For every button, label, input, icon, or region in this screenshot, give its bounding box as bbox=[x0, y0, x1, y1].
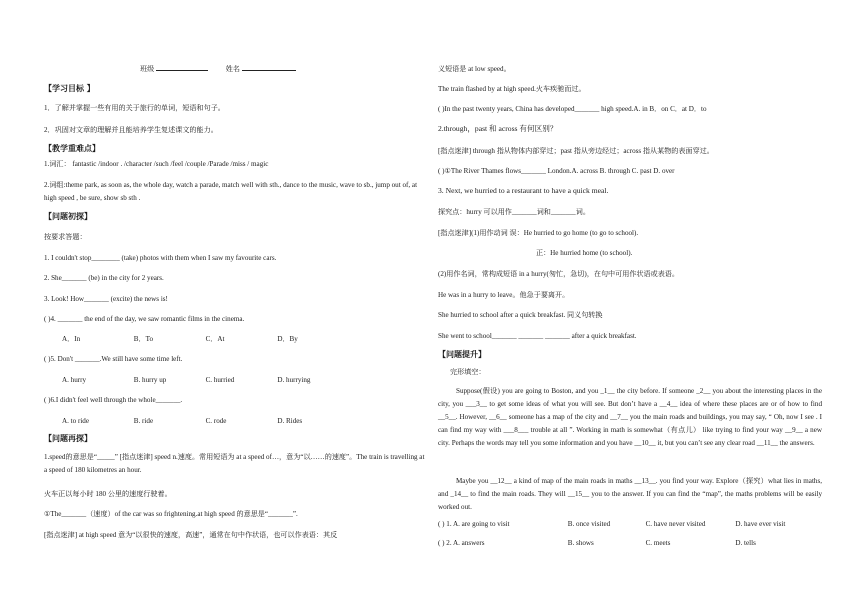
q5-option-b: B. hurry up bbox=[133, 376, 167, 384]
q4-option-a: A．In bbox=[62, 335, 81, 343]
name-blank bbox=[242, 62, 296, 71]
cloze-q2-option-d: D. tells bbox=[735, 539, 756, 547]
low-speed-note: 义短语是 at low speed。 bbox=[438, 65, 511, 73]
cloze-passage-1: Suppose(假设) you are going to Boston, and you _1__ the city before. If someone _2__ you about the interesting places in the city, you ___3__ to get some ideas of what you will see. But don’t have a __4__ idea of where these places are or of how to find __5__. However, __6__ someone has a map of the city and __7__ you the main roads and buildings, you may say, “ Oh, now I see . I can find my way with ___8___ trouble at all ”. Working in math is somewhat（有点儿） like trying to find your way __9__ a new city. Perhaps the words may tell you some information and you have __10__ it, but you can’t see any clear road __11__ the answers. bbox=[438, 387, 822, 447]
cloze-question-2 bbox=[438, 538, 756, 548]
q5-option-c: C. hurried bbox=[205, 376, 235, 384]
key-vocabulary: 1.词汇： fantastic /indoor . /character /such /feel /couple /Parade /miss / magic bbox=[44, 160, 269, 168]
speed-question: ①The_______（速度）of the car was so frightening.at high speed 的意思是“_______”. bbox=[44, 510, 298, 518]
student-info-line bbox=[140, 62, 296, 74]
q5-option-a: A. hurry bbox=[62, 376, 87, 384]
q6-option-c: C. rode bbox=[205, 417, 227, 425]
train-example: The train flashed by at high speed.火车疾驰而过。 bbox=[438, 85, 586, 93]
synonym-prompt: She hurried to school after a quick breakfast. 同义句转换 bbox=[438, 311, 603, 319]
question-4: ( )4. _______ the end of the day, we saw romantic films in the cinema. bbox=[44, 315, 245, 323]
goal-1: 1．了解并掌握一些有用的关于旅行的单词，短语和句子。 bbox=[44, 104, 225, 112]
q4-option-d: D．By bbox=[277, 335, 298, 343]
cloze-q1-option-b: B. once visited bbox=[567, 520, 611, 528]
q6-option-b: B. ride bbox=[133, 417, 154, 425]
question-3: 3. Look! How_______ (excite) the news is! bbox=[44, 295, 168, 303]
question-6: ( )6.I didn't feel well through the whole_______. bbox=[44, 396, 183, 404]
q4-option-c: C．At bbox=[205, 335, 225, 343]
key-points-heading: 【教学重难点】 bbox=[44, 144, 100, 153]
cloze-question-1 bbox=[438, 519, 785, 529]
cloze-label: 完形填空： bbox=[450, 368, 486, 376]
cloze-q1-option-a: ( ) 1. A. are going to visit bbox=[438, 520, 510, 528]
question-4-options bbox=[62, 334, 298, 344]
cloze-q2-option-b: B. shows bbox=[567, 539, 594, 547]
synonym-question: She went to school_______ _______ _______ after a quick breakfast. bbox=[438, 332, 637, 340]
cloze-q2-option-a: ( ) 2. A. answers bbox=[438, 539, 485, 547]
cloze-q1-option-d: D. have ever visit bbox=[735, 520, 786, 528]
class-label: 班级 bbox=[140, 65, 155, 73]
through-past-across-question: 2.through，past 和 across 有何区别？ bbox=[438, 124, 558, 133]
second-explore-heading: 【问题再探】 bbox=[44, 434, 92, 443]
q6-option-d: D. Rides bbox=[277, 417, 303, 425]
first-explore-heading: 【问题初探】 bbox=[44, 212, 92, 221]
speed-choice-question: ( )In the past twenty years, China has developed_______ high speed.A. in B．on C．at D．to bbox=[438, 105, 707, 113]
question-5: ( )5. Don't _______.We still have some time left. bbox=[44, 355, 183, 363]
cloze-q2-option-c: C. meets bbox=[645, 539, 671, 547]
cloze-passage-2: Maybe you __12__ a kind of map of the main roads in maths __13__. you find your way. Explore（探究）what lies in maths, and _14__ to find the main roads. They will __15__ you to the answer. If you can find the “map”, the maths problems will be easily worked out. bbox=[438, 477, 822, 511]
question-6-options bbox=[62, 416, 302, 426]
q4-option-b: B．To bbox=[133, 335, 153, 343]
raise-heading: 【问题提升】 bbox=[438, 350, 486, 359]
hurry-explore: 探究点：hurry 可以用作_______词和_______词。 bbox=[438, 208, 590, 216]
question-2: 2. She_______ (be) in the city for 2 years. bbox=[44, 274, 164, 282]
q6-option-a: A. to ride bbox=[62, 417, 89, 425]
speed-tip: [指点迷津] at high speed 意为“以很快的速度，高速”，通常在句中作状语，也可以作表语：其反 bbox=[44, 531, 338, 539]
thames-question: ( )①The River Thames flows_______ London.A. across B. through C. past D. over bbox=[438, 167, 675, 175]
through-tip: [指点迷津] through 指从物体内部穿过；past 指从旁边经过；across 指从某物的表面穿过。 bbox=[438, 147, 714, 155]
q5-option-d: D. hurrying bbox=[277, 376, 311, 384]
hurry-tip-verb: [指点迷津](1)用作动词 误：He hurried to go home (to go to school). bbox=[438, 229, 639, 237]
key-phrases: 2.词组:theme park, as soon as, the whole day, watch a parade, match well with sth., dance to the music, wave to sb., jump out of, at high speed , be sure, show sb sth . bbox=[44, 181, 418, 202]
first-explore-intro: 按要求答题： bbox=[44, 233, 87, 241]
hurry-noun-note: (2)用作名词，常构成短语 in a hurry(匆忙，急切)，在句中可用作状语或表语。 bbox=[438, 270, 679, 278]
question-5-options bbox=[62, 375, 310, 385]
hurry-correct: 正：He hurried home (to school). bbox=[536, 249, 633, 257]
speed-explanation: 1.speed的意思是“_____” [指点迷津] speed n.速度。常用短语为 at a speed of…，意为“以……的速度”。The train is travelling at a speed of 180 kilometres an hour. bbox=[44, 453, 425, 474]
question-1: 1. I couldn't stop________ (take) photos with them when I saw my favourite cars. bbox=[44, 254, 277, 262]
cloze-q1-option-c: C. have never visited bbox=[645, 520, 706, 528]
name-label: 姓名 bbox=[225, 65, 240, 73]
class-blank bbox=[156, 62, 208, 71]
hurry-sentence: 3. Next, we hurried to a restaurant to have a quick meal. bbox=[438, 186, 609, 195]
goals-heading: 【学习目标 】 bbox=[44, 84, 95, 93]
goal-2: 2．巩固对文章的理解并且能培养学生复述课文的能力。 bbox=[44, 126, 218, 134]
speed-translation: 火车正以每小时 180 公里的速度行驶着。 bbox=[44, 490, 172, 498]
hurry-example: He was in a hurry to leave。他急于要离开。 bbox=[438, 291, 570, 299]
